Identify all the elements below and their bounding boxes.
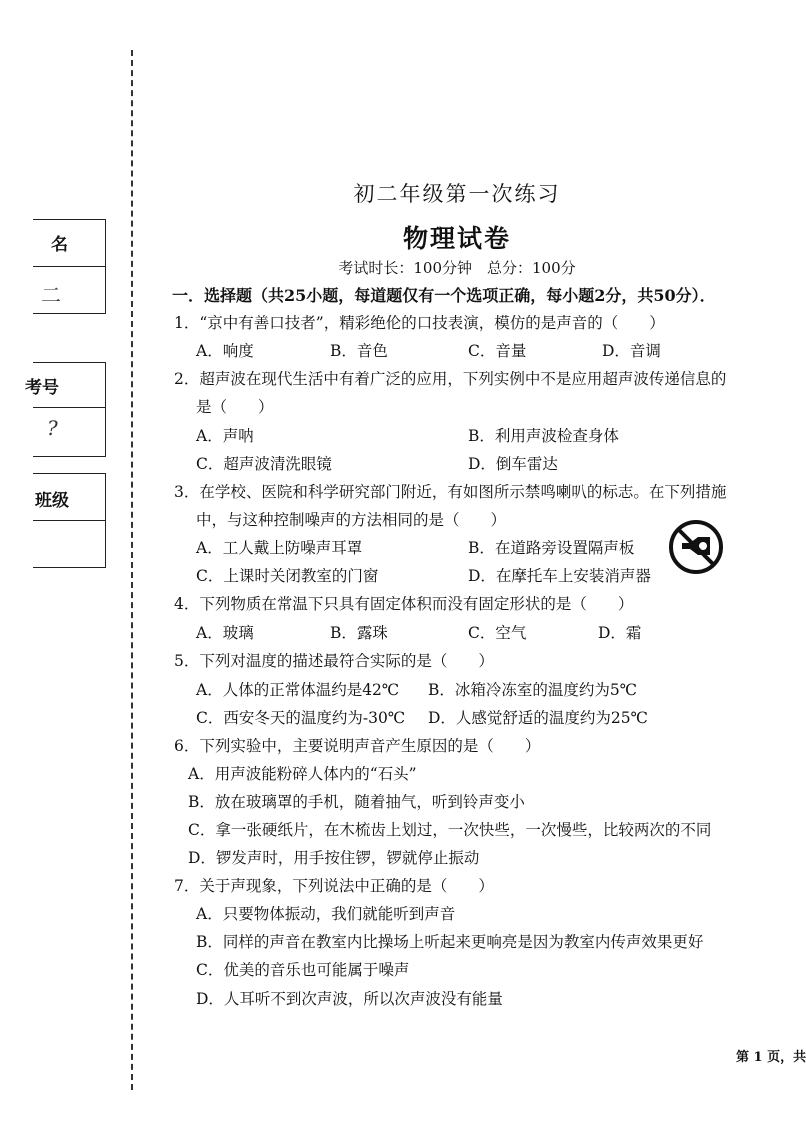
question-6-stem: 6．下列实验中，主要说明声音产生原因的是（ ） — [174, 737, 541, 755]
name-value: 二 — [41, 283, 61, 307]
question-3-stem-line1: 3．在学校、医院和科学研究部门附近，有如图所示禁鸣喇叭的标志。在下列措施 — [174, 483, 727, 501]
q2-option-c: C．超声波清洗眼镜 — [196, 455, 332, 473]
q6-option-a: A．用声波能粉碎人体内的“石头” — [188, 765, 417, 783]
q2-option-a: A．声呐 — [196, 427, 254, 445]
class-label-cell — [33, 474, 105, 521]
no-horn-sign-icon — [668, 519, 724, 579]
exam-title: 初二年级第一次练习 — [353, 182, 561, 206]
q1-option-d: D．音调 — [602, 342, 661, 360]
id-value-cell[interactable] — [33, 408, 105, 456]
q1-option-a: A．响度 — [196, 342, 254, 360]
q7-option-c: C．优美的音乐也可能属于噪声 — [196, 961, 410, 979]
class-box — [33, 473, 106, 568]
question-2-stem-line2: 是（ ） — [196, 398, 274, 416]
exam-meta: 考试时长：100分钟 总分：100分 — [338, 259, 576, 277]
q3-option-c: C．上课时关闭教室的门窗 — [196, 567, 379, 585]
name-label: 名 — [51, 235, 68, 255]
question-1-stem: 1．“京中有善口技者”，精彩绝伦的口技表演，模仿的是声音的（ ） — [174, 314, 665, 332]
page-footer: 第 1 页，共 — [736, 1050, 806, 1065]
q4-option-b: B．露珠 — [330, 624, 388, 642]
q6-option-b: B．放在玻璃罩的手机，随着抽气，听到铃声变小 — [188, 793, 525, 811]
q4-option-c: C．空气 — [468, 624, 527, 642]
q4-option-d: D．霜 — [598, 624, 642, 642]
q7-option-a: A．只要物体振动，我们就能听到声音 — [196, 905, 456, 923]
q3-option-b: B．在道路旁设置隔声板 — [468, 539, 635, 557]
q2-option-b: B．利用声波检查身体 — [468, 427, 619, 445]
q3-option-d: D．在摩托车上安装消声器 — [468, 567, 651, 585]
q5-option-b: B．冰箱冷冻室的温度约为5℃ — [428, 681, 638, 699]
q1-option-b: B．音色 — [330, 342, 388, 360]
id-value: ? — [47, 416, 58, 440]
q5-option-c: C．西安冬天的温度约为-30℃ — [196, 709, 406, 727]
id-label: 考号 — [25, 378, 59, 398]
question-7-stem: 7．关于声现象，下列说法中正确的是（ ） — [174, 877, 494, 895]
class-value-cell[interactable] — [33, 521, 105, 567]
exam-subject: 物理试卷 — [402, 224, 511, 253]
q2-option-d: D．倒车雷达 — [468, 455, 558, 473]
question-4-stem: 4．下列物质在常温下只具有固定体积而没有固定形状的是（ ） — [174, 595, 634, 613]
q7-option-d: D．人耳听不到次声波，所以次声波没有能量 — [196, 990, 503, 1008]
id-box — [25, 362, 106, 457]
question-3-stem-line2: 中，与这种控制噪声的方法相同的是（ ） — [196, 511, 507, 529]
id-label-cell — [25, 363, 105, 408]
q6-option-d: D．锣发声时，用手按住锣，锣就停止振动 — [188, 849, 480, 867]
question-2-stem-line1: 2．超声波在现代生活中有着广泛的应用，下列实例中不是应用超声波传递信息的 — [174, 370, 727, 388]
q3-option-a: A．工人戴上防噪声耳罩 — [196, 539, 363, 557]
q7-option-b: B．同样的声音在教室内比操场上听起来更响亮是因为教室内传声效果更好 — [196, 933, 704, 951]
class-label: 班级 — [35, 491, 69, 511]
q1-option-c: C．音量 — [468, 342, 527, 360]
q5-option-a: A．人体的正常体温约是42℃ — [196, 681, 400, 699]
q4-option-a: A．玻璃 — [196, 624, 254, 642]
section-heading: 一．选择题（共25小题，每道题仅有一个选项正确，每小题2分，共50分）． — [172, 286, 716, 305]
q5-option-d: D．人感觉舒适的温度约为25℃ — [428, 709, 648, 727]
question-5-stem: 5．下列对温度的描述最符合实际的是（ ） — [174, 652, 494, 670]
q6-option-c: C．拿一张硬纸片，在木梳齿上划过，一次快些，一次慢些，比较两次的不同 — [188, 821, 712, 839]
